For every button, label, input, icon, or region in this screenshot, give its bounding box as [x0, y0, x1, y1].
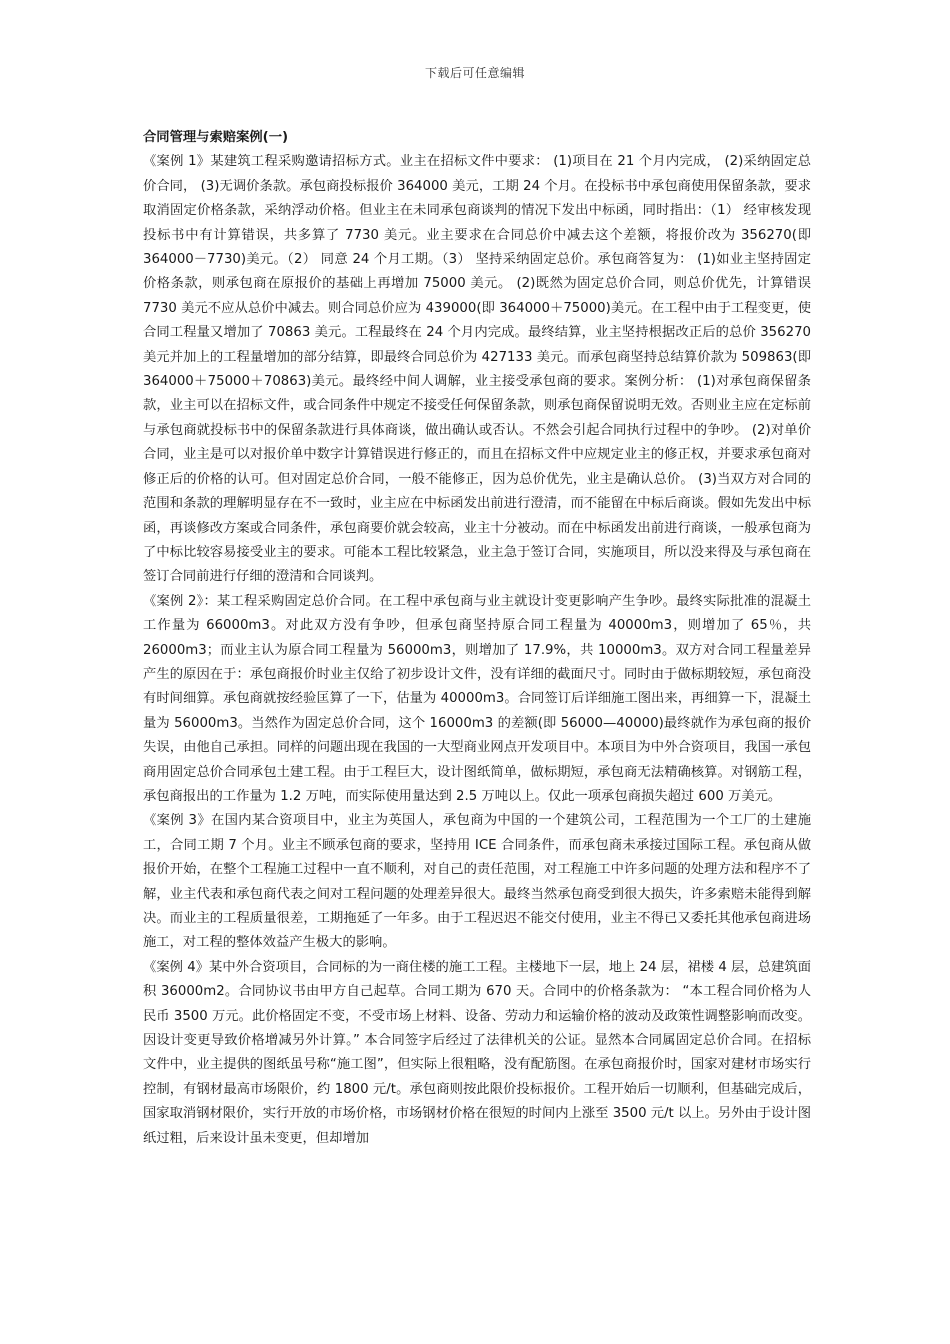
document-title: 合同管理与索赔案例(一) [143, 130, 289, 145]
document-body [143, 126, 811, 1151]
case-2-paragraph: 《案例 2》：某工程采购固定总价合同。在工程中承包商与业主就设计变更影响产生争吵。最终实际批准的混凝土工作量为 66000m3。对此双方没有争吵，但承包商坚持原合同工程量为 40000m3，则增加了 65％，共 26000m3；而业主认为原合同工程量为 56000m3，则增加了 17.9%，共 10000m3。双方对合同工程量差异产生的原因在于：承包商报价时业主仅给了初步设计文件，没有详细的截面尺寸。同时由于做标期较短，承包商没有时间细算。承包商就按经验匡算了一下，估量为 40000m3。合同签订后详细施工图出来，再细算一下，混凝土量为 56000m3。当然作为固定总价合同，这个 16000m3 的差额(即 56000—40000)最终就作为承包商的报价失误，由他自己承担。同样的问题出现在我国的一大型商业网点开发项目中。本项目为中外合资项目，我国一承包商用固定总价合同承包土建工程。由于工程巨大，设计图纸简单，做标期短，承包商无法精确核算。对钢筋工程，承包商报出的工作量为 1.2 万吨，而实际使用量达到 2.5 万吨以上。仅此一项承包商损失超过 600 万美元。 [143, 593, 811, 804]
case-3-paragraph: 《案例 3》在国内某合资项目中，业主为英国人，承包商为中国的一个建筑公司，工程范围为一个工厂的土建施工，合同工期 7 个月。业主不顾承包商的要求，坚持用 ICE 合同条件，而承包商未承接过国际工程。承包商从做报价开始，在整个工程施工过程中一直不顺利，对自己的责任范围，对工程施工中许多问题的处理方法和程序不了解，业主代表和承包商代表之间对工程问题的处理差异很大。最终当然承包商受到很大损失，许多索赔未能得到解决。而业主的工程质量很差，工期拖延了一年多。由于工程迟迟不能交付使用，业主不得已又委托其他承包商进场施工，对工程的整体效益产生极大的影响。 [143, 813, 811, 951]
case-1-paragraph: 《案例 1》某建筑工程采购邀请招标方式。业主在招标文件中要求： (1)项目在 21 个月内完成， (2)采纳固定总价合同， (3)无调价条款。承包商投标报价 364000 美元，工期 24 个月。在投标书中承包商使用保留条款，要求取消固定价格条款，采纳浮动价格。但业主在未同承包商谈判的情况下发出中标函，同时指出：（1） 经审核发现投标书中有计算错误，共多算了 7730 美元。业主要求在合同总价中减去这个差额，将报价改为 356270(即 364000－7730)美元。（2） 同意 24 个月工期。（3） 坚持采纳固定总价。承包商答复为： (1)如业主坚持固定价格条款，则承包商在原报价的基础上再增加 75000 美元。 (2)既然为固定总价合同，则总价优先，计算错误 7730 美元不应从总价中减去。则合同总价应为 439000(即 364000＋75000)美元。在工程中由于工程变更，使合同工程量又增加了 70863 美元。工程最终在 24 个月内完成。最终结算，业主坚持根据改正后的总价 356270 美元并加上的工程量增加的部分结算，即最终合同总价为 427133 美元。而承包商坚持总结算价款为 509863(即 364000＋75000＋70863)美元。最终经中间人调解，业主接受承包商的要求。案例分析： (1)对承包商保留条款，业主可以在招标文件，或合同条件中规定不接受任何保留条款，则承包商保留说明无效。否则业主应在定标前与承包商就投标书中的保留条款进行具体商谈，做出确认或否认。不然会引起合同执行过程中的争吵。 (2)对单价合同，业主是可以对报价单中数字计算错误进行修正的，而且在招标文件中应规定业主的修正权，并要求承包商对修正后的价格的认可。但对固定总价合同，一般不能修正，因为总价优先，业主是确认总价。 (3)当双方对合同的范围和条款的理解明显存在不一致时，业主应在中标函发出前进行澄清，而不能留在中标后商谈。假如先发出中标函，再谈修改方案或合同条件，承包商要价就会较高，业主十分被动。而在中标函发出前进行商谈，一般承包商为了中标比较容易接受业主的要求。可能本工程比较紧急，业主急于签订合同，实施项目，所以没来得及与承包商在签订合同前进行仔细的澄清和合同谈判。 [143, 154, 811, 585]
case-4-paragraph: 《案例 4》某中外合资项目，合同标的为一商住楼的施工工程。主楼地下一层，地上 24 层，裙楼 4 层，总建筑面积 36000m2。合同协议书由甲方自己起草。合同工期为 670 天。合同中的价格条款为： “本工程合同价格为人民币 3500 万元。此价格固定不变，不受市场上材料、设备、劳动力和运输价格的波动及政策性调整影响而改变。因设计变更导致价格增减另外计算。” 本合同签字后经过了法律机关的公证。显然本合同属固定总价合同。在招标文件中，业主提供的图纸虽号称“施工图”，但实际上很粗略，没有配筋图。在承包商报价时，国家对建材市场实行控制，有钢材最高市场限价，约 1800 元/t。承包商则按此限价投标报价。工程开始后一切顺利，但基础完成后，国家取消钢材限价，实行开放的市场价格，市场钢材价格在很短的时间内上涨至 3500 元/t 以上。另外由于设计图纸过粗，后来设计虽未变更，但却增加 [143, 959, 811, 1146]
page-header: 下载后可任意编辑 [424, 66, 525, 80]
